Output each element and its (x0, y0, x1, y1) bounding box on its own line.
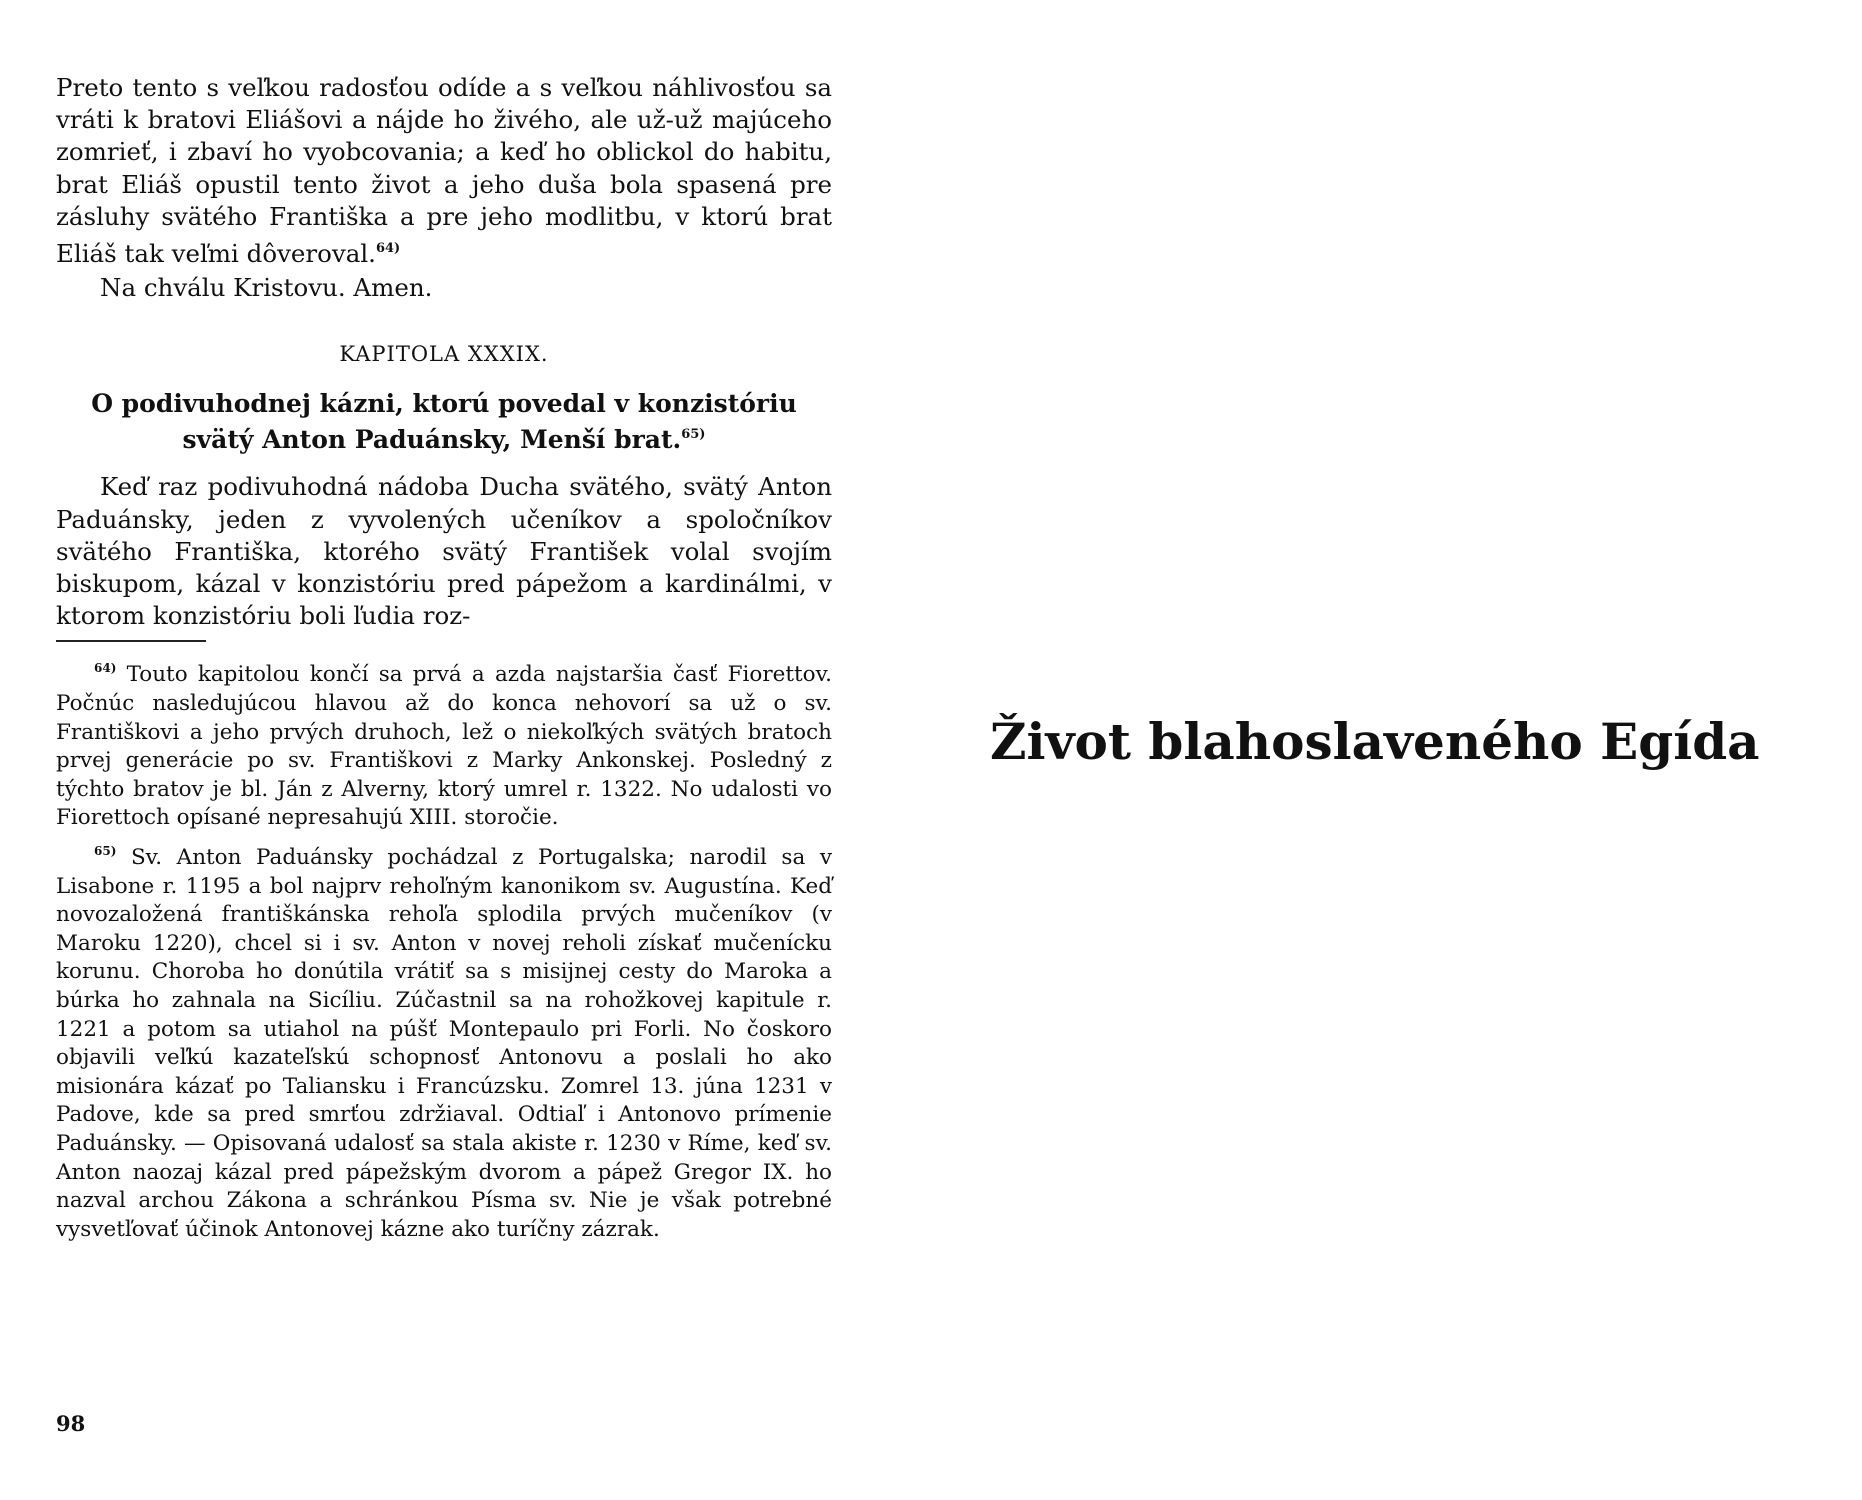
body-paragraph: Keď raz podivuhodná nádoba Ducha svätého, svätý Anton Paduánsky, jeden z vyvolených učeníkov a spoločníkov svätého Františka, ktorého svätý František volal svojím biskupom, kázal v konzistóriu pred pápežom a kardinálmi, v ktorom konzistóriu boli ľudia roz- (56, 472, 832, 631)
section-title: Život blahoslaveného Egída (990, 712, 1760, 771)
footnote-mark: 65) (94, 844, 117, 858)
body-paragraph: Preto tento s veľkou radosťou odíde a s veľkou náhlivosťou sa vráti k bratovi Eliášovi a nájde ho živého, ale už-už majúceho zomrieť, i zbaví ho vyobcovania; a keď ho oblickol do habitu, brat Eliáš opustil tento život a jeho duša bola spasená pre zásluhy svätého Františka a pre jeho modlitbu, v ktorú brat Eliáš tak veľmi dôveroval.$^{64)}$ (56, 73, 832, 269)
footnote: $^{65)}$ Sv. Anton Paduánsky pochádzal z Portugalska; narodil sa v Lisabone r. 1195 a bol najprv rehoľným kanonikom sv. Augustína. Keď novozaložená františkánska rehoľa splodila prvých mučeníkov (v Maroku 1220), chcel si i sv. Anton v novej reholi získať mučenícku korunu. Choroba ho donútila vrátiť sa s misijnej cesty do Maroka a búrka ho zahnala na Sicíliu. Zúčastnil sa na rohožkovej kapitule r. 1221 a potom sa utiahol na púšť Montepaulo pri Forli. No čoskoro objavili veľkú kazateľskú schopnosť Antonovu a poslali ho ako misionára kázať po Taliansku i Francúzsku. Zomrel 13. júna 1231 v Padove, kde sa pred smrťou zdržiaval. Odtiaľ i Antonovo prímenie Paduánsky. — Opisovaná udalosť sa stala akiste r. 1230 v Ríme, keď sv. Anton naozaj kázal pred pápežským dvorom a pápež Gregor IX. ho nazval archou Zákona a schránkou Písma sv. Nie je však potrebné vysvetľovať účinok Antonovej kázne ako turíčny zázrak. (56, 844, 832, 1242)
footnote-mark: 64) (94, 661, 117, 676)
footnote-reference: 64) (375, 241, 401, 257)
left-page (56, 72, 832, 1248)
footnote: $^{64)}$ Touto kapitolou končí sa prvá a azda najstaršia časť Fiorettov. Počnúc nasledujúcou hlavou až do konca nehovorí sa už o sv. Františkovi a jeho prvých druhoch, lež o niekoľkých svätých bratoch prvej generácie po sv. Františkovi z Marky Ankonskej. Posledný z týchto bratov je bl. Ján z Alverny, ktorý umrel r. 1322. No udalosti vo Fiorettoch opísané nepresahujú XIII. storočie. (56, 661, 832, 831)
page-number: 98 (56, 1411, 86, 1436)
footnote-divider (56, 640, 206, 642)
chapter-title: O podivuhodnej kázni, ktorú povedal v konzistóriu svätý Anton Paduánsky, Menší brat.$^{65)}$ (91, 389, 797, 455)
closing-line: Na chválu Kristovu. Amen. (100, 273, 433, 303)
chapter-label: KAPITOLA XXXIX. (339, 342, 549, 367)
footnote-reference: 65) (681, 427, 706, 443)
